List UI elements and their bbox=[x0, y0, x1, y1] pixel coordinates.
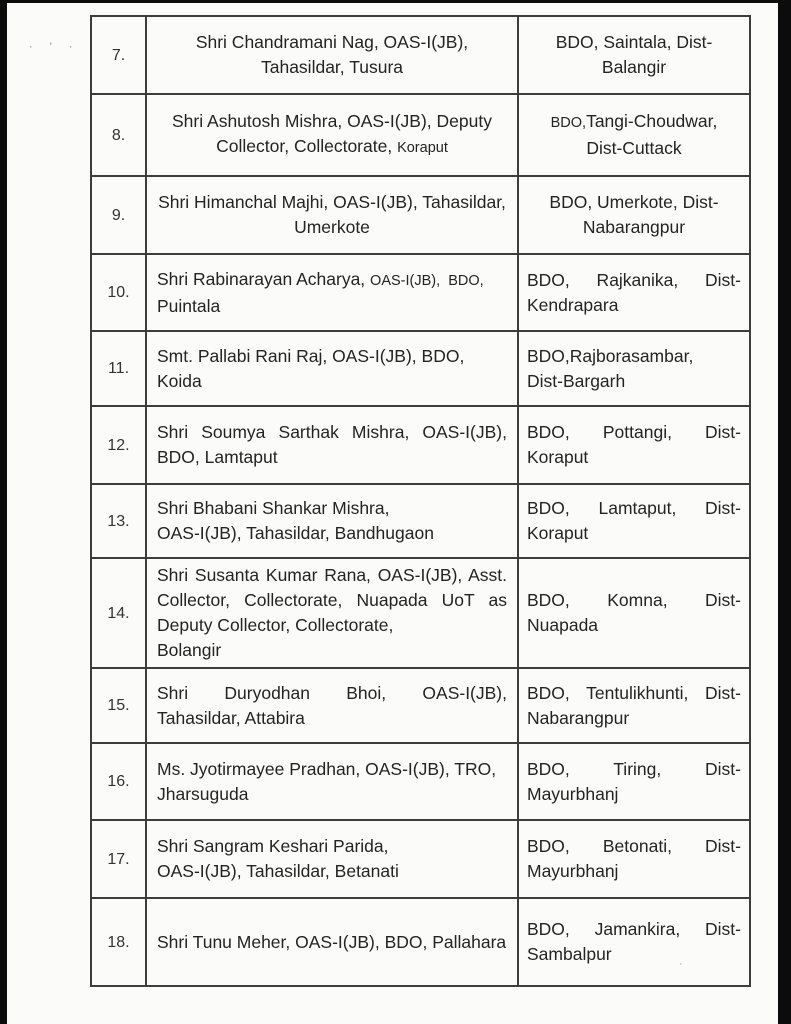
table-row bbox=[91, 820, 750, 898]
table-row bbox=[91, 558, 750, 668]
serial-cell: 16. bbox=[91, 743, 146, 820]
serial-cell: 17. bbox=[91, 820, 146, 898]
serial-cell: 7. bbox=[91, 16, 146, 94]
text-line bbox=[157, 930, 507, 955]
text-segment: Shri Sangram Keshari Parida, bbox=[157, 836, 389, 856]
text-segment: BDO, Rajkanika, Dist- bbox=[527, 269, 741, 290]
posting-cell bbox=[518, 94, 750, 176]
text-line bbox=[527, 834, 741, 859]
text-segment: Nuapada bbox=[527, 615, 599, 635]
text-segment: Shri Susanta Kumar Rana, OAS-I(JB), Asst. bbox=[157, 565, 507, 585]
serial-cell: 10. bbox=[91, 254, 146, 331]
table-row bbox=[91, 743, 750, 820]
text-segment: Koraput bbox=[397, 140, 448, 156]
text-segment: Collector, Collectorate, Nuapada UoT as bbox=[157, 590, 507, 610]
text-segment: Shri Bhabani Shankar Mishra, bbox=[157, 498, 390, 518]
text-line bbox=[527, 496, 741, 521]
table-row bbox=[91, 254, 750, 331]
officer-cell bbox=[146, 176, 518, 254]
text-segment: Bolangir bbox=[157, 640, 222, 660]
posting-cell bbox=[518, 558, 750, 668]
scan-artifact-dot: · bbox=[679, 958, 683, 970]
text-segment: Umerkote bbox=[294, 217, 370, 237]
text-segment: Koraput bbox=[527, 523, 589, 543]
text-segment: Shri Himanchal Majhi, OAS-I(JB), Tahasildar, bbox=[158, 192, 506, 212]
text-line bbox=[527, 344, 741, 369]
text-segment: Shri Soumya Sarthak Mishra, OAS-I(JB), bbox=[157, 422, 507, 442]
text-line bbox=[527, 681, 741, 706]
text-segment: Dist-Cuttack bbox=[586, 138, 682, 158]
text-line bbox=[527, 268, 741, 293]
text-line bbox=[157, 588, 507, 613]
text-line bbox=[157, 267, 507, 294]
posting-cell bbox=[518, 176, 750, 254]
text-line bbox=[527, 420, 741, 445]
officer-cell bbox=[146, 331, 518, 406]
text-line bbox=[157, 681, 507, 706]
text-segment: BDO, Lamtaput bbox=[157, 447, 278, 467]
text-segment: BDO, Tentulikhunti, Dist- bbox=[527, 682, 741, 703]
text-line bbox=[157, 859, 507, 884]
text-line bbox=[157, 706, 507, 731]
text-segment: OAS-I(JB), Tahasildar, Bandhugaon bbox=[157, 523, 434, 543]
officer-cell bbox=[146, 16, 518, 94]
posting-cell bbox=[518, 743, 750, 820]
text-segment: BDO, Lamtaput, Dist- bbox=[527, 498, 741, 518]
serial-cell: 9. bbox=[91, 176, 146, 254]
table-row bbox=[91, 668, 750, 743]
text-line bbox=[157, 55, 507, 80]
text-line bbox=[527, 109, 741, 136]
text-line bbox=[157, 445, 507, 470]
serial-cell: 18. bbox=[91, 898, 146, 986]
officer-cell bbox=[146, 820, 518, 898]
text-segment: BDO, bbox=[550, 115, 587, 131]
text-line bbox=[157, 190, 507, 215]
table-row bbox=[91, 94, 750, 176]
text-line bbox=[527, 369, 741, 394]
text-segment: OAS-I(JB), BDO, bbox=[370, 272, 484, 289]
serial-cell: 8. bbox=[91, 94, 146, 176]
text-segment: Nabarangpur bbox=[527, 707, 630, 728]
text-segment: Tangi-Choudwar, bbox=[586, 111, 718, 131]
serial-cell: 11. bbox=[91, 331, 146, 406]
text-line bbox=[527, 588, 741, 613]
text-line bbox=[157, 109, 507, 134]
text-line bbox=[527, 136, 741, 161]
text-segment: Koraput bbox=[527, 447, 589, 467]
text-line bbox=[527, 30, 741, 55]
text-segment: Collector, Collectorate, bbox=[216, 136, 398, 156]
serial-cell: 12. bbox=[91, 406, 146, 484]
text-line bbox=[157, 344, 507, 394]
posting-cell bbox=[518, 668, 750, 743]
text-line bbox=[527, 942, 741, 967]
posting-cell bbox=[518, 254, 750, 331]
text-line bbox=[157, 496, 507, 521]
posting-cell bbox=[518, 331, 750, 406]
text-segment: Mayurbhanj bbox=[527, 783, 619, 804]
text-segment: Shri Ashutosh Mishra, OAS-I(JB), Deputy bbox=[172, 111, 492, 131]
posting-cell bbox=[518, 406, 750, 484]
text-segment: Kendrapara bbox=[527, 294, 619, 315]
table-row bbox=[91, 898, 750, 986]
text-line bbox=[157, 215, 507, 240]
text-segment: BDO, Komna, Dist- bbox=[527, 590, 741, 610]
text-line bbox=[157, 294, 507, 319]
text-segment: BDO, Betonati, Dist- bbox=[527, 836, 741, 856]
text-line bbox=[527, 859, 741, 884]
text-line bbox=[527, 613, 741, 638]
text-line bbox=[157, 563, 507, 588]
serial-cell: 15. bbox=[91, 668, 146, 743]
officer-cell bbox=[146, 668, 518, 743]
scan-artifact-dots: · ' · , bbox=[29, 41, 100, 53]
text-segment: OAS-I(JB), Tahasildar, Betanati bbox=[157, 861, 399, 881]
text-line bbox=[527, 293, 741, 318]
text-segment: Sambalpur bbox=[527, 944, 612, 964]
text-line bbox=[527, 190, 741, 215]
officer-cell bbox=[146, 484, 518, 558]
text-segment: Puintala bbox=[157, 295, 221, 316]
table-row bbox=[91, 16, 750, 94]
officer-cell bbox=[146, 94, 518, 176]
text-segment: Smt. Pallabi Rani Raj, OAS-I(JB), BDO, Koida bbox=[157, 345, 465, 391]
text-segment: Jharsuguda bbox=[157, 783, 249, 804]
table-row bbox=[91, 484, 750, 558]
text-segment: BDO,Rajborasambar, bbox=[527, 345, 694, 366]
text-line bbox=[157, 134, 507, 161]
text-segment: Shri Chandramani Nag, OAS-I(JB), bbox=[195, 32, 469, 52]
text-segment: Nabarangpur bbox=[582, 217, 686, 237]
text-line bbox=[157, 834, 507, 859]
text-line bbox=[157, 757, 507, 782]
text-line bbox=[527, 757, 741, 782]
posting-cell bbox=[518, 898, 750, 986]
text-segment: Shri Tunu Meher, OAS-I(JB), BDO, Pallahara bbox=[157, 931, 507, 952]
table-row bbox=[91, 331, 750, 406]
text-line bbox=[527, 782, 741, 807]
text-line bbox=[157, 782, 507, 807]
document-page bbox=[7, 3, 778, 1024]
text-segment: Tahasildar, Attabira bbox=[157, 707, 305, 728]
text-line bbox=[157, 420, 507, 445]
text-line bbox=[157, 638, 507, 663]
text-line bbox=[157, 521, 507, 546]
text-line bbox=[527, 706, 741, 731]
text-line bbox=[527, 215, 741, 240]
text-line bbox=[527, 445, 741, 470]
table-row bbox=[91, 176, 750, 254]
text-segment: Balangir bbox=[601, 57, 667, 77]
serial-cell: 14. bbox=[91, 558, 146, 668]
text-line bbox=[527, 55, 741, 80]
table-row bbox=[91, 406, 750, 484]
text-segment: BDO, Umerkote, Dist- bbox=[549, 192, 719, 212]
officer-cell bbox=[146, 743, 518, 820]
officer-cell bbox=[146, 558, 518, 668]
posting-cell bbox=[518, 484, 750, 558]
text-line bbox=[157, 30, 507, 55]
text-segment: BDO, Tiring, Dist- bbox=[527, 758, 741, 779]
officer-cell bbox=[146, 254, 518, 331]
text-line bbox=[527, 521, 741, 546]
posting-cell bbox=[518, 820, 750, 898]
text-segment: Shri Duryodhan Bhoi, OAS-I(JB), bbox=[157, 682, 507, 703]
text-segment: BDO, Jamankira, Dist- bbox=[527, 919, 741, 939]
postings-table-body bbox=[91, 16, 750, 986]
text-segment: Deputy Collector, Collectorate, bbox=[157, 615, 394, 635]
text-line bbox=[527, 917, 741, 942]
text-segment: Dist-Bargarh bbox=[527, 370, 626, 391]
posting-cell bbox=[518, 16, 750, 94]
officer-cell bbox=[146, 406, 518, 484]
postings-table bbox=[90, 15, 751, 987]
text-segment: Tahasildar, Tusura bbox=[260, 57, 404, 77]
text-segment: Mayurbhanj bbox=[527, 861, 619, 881]
text-line bbox=[157, 613, 507, 638]
text-segment: BDO, Pottangi, Dist- bbox=[527, 422, 741, 442]
text-segment: BDO, Saintala, Dist- bbox=[555, 32, 713, 52]
text-segment: Ms. Jyotirmayee Pradhan, OAS-I(JB), TRO, bbox=[157, 758, 497, 779]
serial-cell: 13. bbox=[91, 484, 146, 558]
text-segment: Shri Rabinarayan Acharya, bbox=[157, 268, 371, 289]
officer-cell bbox=[146, 898, 518, 986]
